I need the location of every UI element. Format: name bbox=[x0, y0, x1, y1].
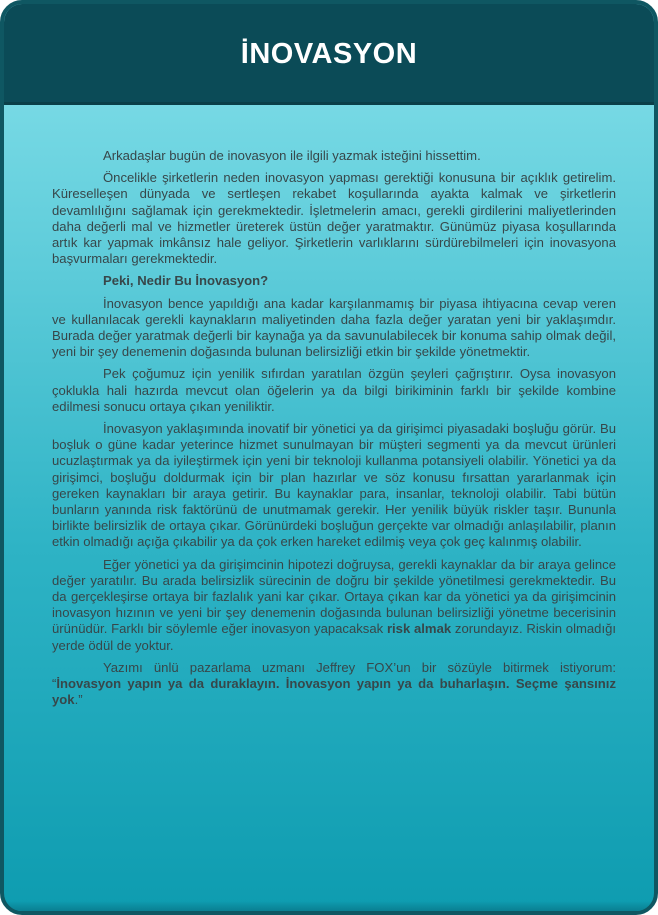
section-heading-text: Peki, Nedir Bu İnovasyon? bbox=[103, 273, 269, 289]
paragraph-novelty: Pek çoğumuz için yenilik sıfırdan yaratılan özgün şeyleri çağrıştırır. Oysa inovasyon çoklukla hali hazırda mevcut olan öğelerin ya da bilgi birikiminin farklı bir şekilde kombine edilmesi sonucu ortaya çıkan yeniliktir. bbox=[52, 366, 616, 414]
quote-end: .” bbox=[74, 692, 83, 708]
paragraph-approach: İnovasyon yaklaşımında inovatif bir yönetici ya da girişimci piyasadaki boşluğu görür. Bu boşluk o güne kadar yeterince hizmet sunulmayan bir müşteri segmenti ya da mevcut ürünleri ucuzlaştırmak ya da iyileştirmek için yeni bir teknoloji kullanma potansiyeli olabilir. Yönetici ya da girişimci, boşluğu doldurmak için bir plan hazırlar ve söz konusu fırsattan yararlanmak için gereken kaynakları bir araya getirir. Bu kaynaklar para, insanlar, teknoloji olabilir. Tabi bütün bunların yanında risk faktörünü de unutmamak gerekir. Her yenilik büyük riskler taşır. Bununla birlikte belirsizlik de ortaya çıkar. Görünürdeki boşluğun gerçekte var olmadığı anlaşılabilir, planın etkin olmadığı açığa çıkabilir ya da çok erken hareket edilmiş veya çok geç kalınmış olabilir. bbox=[52, 421, 616, 550]
paragraph-definition: İnovasyon bence yapıldığı ana kadar karşılanmamış bir piyasa ihtiyacına cevap veren ve kullanılacak gerekli kaynakların maliyetinden daha fazla değer yaratan yeni bir yaklaşımdır. Burada değer yaratmak değerli bir kaynağa ya da savunulabilecek bir konuma sahip olmak değil, yeni bir şey denemenin doğasında bulunan belirsizliği etkin bir şekilde yönetmektir. bbox=[52, 295, 616, 360]
quote-text: İnovasyon yapın ya da duraklayın. İnovasyon yapın ya da buharlaşın. Seçme şansınız yok bbox=[52, 676, 616, 708]
article-body bbox=[52, 148, 616, 715]
paragraph-risk bbox=[52, 557, 616, 654]
bottom-edge bbox=[4, 901, 654, 911]
paragraph-intro: Arkadaşlar bugün de inovasyon ile ilgili yazmak isteğini hissettim. bbox=[103, 148, 481, 163]
risk-emphasis: risk almak bbox=[386, 621, 452, 637]
quote-intro: Yazımı ünlü pazarlama uzmanı Jeffrey FOX’un bir sözüyle bitirmek istiyorum: “ bbox=[52, 659, 616, 692]
paragraph-risk-end: zorundayız. Riskin olmadığı yerde ödül de yoktur. bbox=[52, 621, 617, 653]
page-title: İNOVASYON bbox=[240, 37, 418, 70]
paragraph-why: Öncelikle şirketlerin neden inovasyon yapması gerektiği konusuna bir açıklık getirelim. Küreselleşen dünyada ve sertleşen rekabet koşullarında ayakta kalmak ve şirketlerin devamlılığını sağlamak için gerekmektedir. İşletmelerin amacı, gerekli girdilerini maliyetlerinden daha değerli mal ve hizmetler üreterek üstün değer yaratmaktır. Günümüz piyasa koşullarında artık kar yapmak imkânsız hale geliyor. Şirketlerin varlıklarını sürdürebilmeleri için inovasyona başvurmaları gerekmektedir. bbox=[52, 170, 616, 267]
paragraph-quote bbox=[52, 660, 616, 709]
header-bar bbox=[4, 4, 654, 105]
paragraph-risk-text: Eğer yönetici ya da girişimcinin hipotezi doğruysa, gerekli kaynaklar da bir araya gelince değer yaratılır. Bu arada belirsizlik sürecinin de doğru bir şekilde yönetilmesi gerekmektedir. Bu da gerçekleşirse ortaya bir fazlalık yani kar çıkar. Ortaya çıkan kar da yönetici ya da girişimcinin inovasyon hızının ve yeni bir şey denemenin doğasında bulunan belirsizliği yönetme becerisinin ürünüdür. Farklı bir söylemle eğer inovasyon yapacaksak bbox=[52, 556, 616, 637]
section-heading bbox=[52, 273, 616, 289]
